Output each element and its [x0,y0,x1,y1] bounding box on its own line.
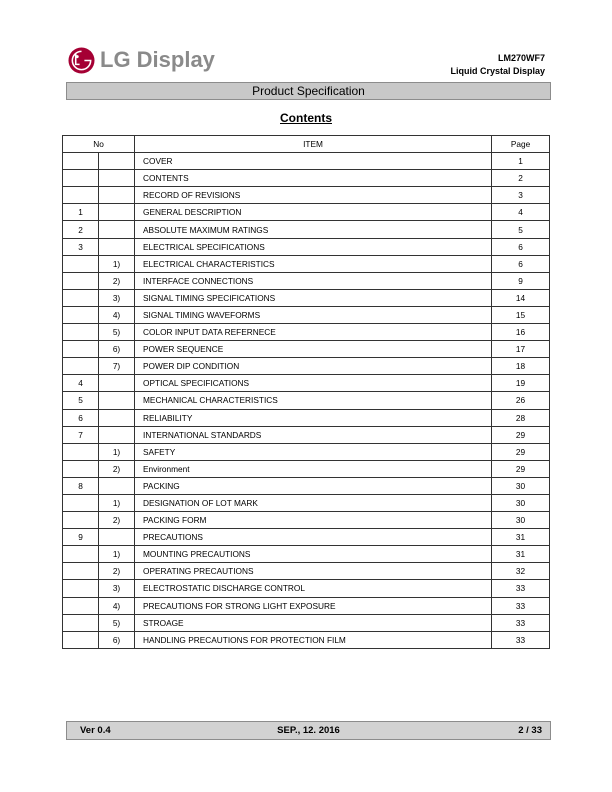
row-number [63,289,99,306]
table-row [63,580,550,597]
row-item-label: RECORD OF REVISIONS [135,187,492,204]
row-item-label: PACKING FORM [135,512,492,529]
table-row [63,597,550,614]
row-item-label: POWER SEQUENCE [135,341,492,358]
table-row [63,324,550,341]
row-item-label: SAFETY [135,443,492,460]
row-number [63,460,99,477]
row-number [63,563,99,580]
row-page-number: 31 [492,529,550,546]
table-body [63,153,550,649]
row-subnumber: 2) [99,272,135,289]
row-subnumber: 2) [99,512,135,529]
spec-title-bar: Product Specification [66,82,551,100]
row-subnumber: 2) [99,563,135,580]
table-row [63,529,550,546]
row-item-label: PRECAUTIONS [135,529,492,546]
table-row [63,631,550,648]
row-page-number: 31 [492,546,550,563]
row-item-label: COVER [135,153,492,170]
row-subnumber [99,409,135,426]
row-subnumber: 3) [99,289,135,306]
row-subnumber: 2) [99,460,135,477]
row-subnumber: 1) [99,255,135,272]
row-subnumber [99,375,135,392]
row-number: 9 [63,529,99,546]
row-page-number: 3 [492,187,550,204]
table-row [63,443,550,460]
table-row [63,272,550,289]
row-number [63,358,99,375]
row-page-number: 16 [492,324,550,341]
row-item-label: RELIABILITY [135,409,492,426]
row-page-number: 6 [492,255,550,272]
row-item-label: Environment [135,460,492,477]
row-item-label: MOUNTING PRECAUTIONS [135,546,492,563]
contents-table [62,135,550,649]
row-subnumber [99,187,135,204]
row-number: 5 [63,392,99,409]
model-number: LM270WF7 [497,53,545,63]
table-row [63,221,550,238]
row-page-number: 18 [492,358,550,375]
row-subnumber [99,477,135,494]
row-subnumber: 7) [99,358,135,375]
model-block [450,52,545,78]
row-item-label: PACKING [135,477,492,494]
table-row [63,289,550,306]
table-row [63,512,550,529]
page-title: Contents [280,111,332,125]
date-label: SEP., 12. 2016 [277,725,340,736]
table-row [63,358,550,375]
row-subnumber [99,392,135,409]
row-subnumber [99,529,135,546]
row-page-number: 33 [492,597,550,614]
lg-logo-icon [68,47,95,74]
row-number [63,153,99,170]
row-item-label: POWER DIP CONDITION [135,358,492,375]
row-page-number: 4 [492,204,550,221]
row-item-label: GENERAL DESCRIPTION [135,204,492,221]
row-page-number: 32 [492,563,550,580]
row-number [63,187,99,204]
row-item-label: PRECAUTIONS FOR STRONG LIGHT EXPOSURE [135,597,492,614]
row-item-label: SIGNAL TIMING WAVEFORMS [135,306,492,323]
row-subnumber: 5) [99,324,135,341]
row-number: 3 [63,238,99,255]
row-page-number: 14 [492,289,550,306]
table-row [63,375,550,392]
table-row [63,170,550,187]
table-row [63,614,550,631]
row-page-number: 6 [492,238,550,255]
row-subnumber: 1) [99,494,135,511]
row-number [63,580,99,597]
row-item-label: ABSOLUTE MAXIMUM RATINGS [135,221,492,238]
row-number [63,170,99,187]
row-page-number: 30 [492,494,550,511]
row-page-number: 29 [492,426,550,443]
product-type: Liquid Crystal Display [450,66,545,76]
row-page-number: 33 [492,580,550,597]
row-subnumber: 4) [99,597,135,614]
table-row [63,187,550,204]
row-item-label: ELECTRICAL CHARACTERISTICS [135,255,492,272]
row-subnumber [99,153,135,170]
lg-display-logo [68,45,215,75]
footer-bar [66,721,551,740]
row-page-number: 30 [492,512,550,529]
row-page-number: 5 [492,221,550,238]
row-subnumber: 3) [99,580,135,597]
row-item-label: OPTICAL SPECIFICATIONS [135,375,492,392]
table-row [63,306,550,323]
row-number: 8 [63,477,99,494]
table-row [63,426,550,443]
row-subnumber [99,426,135,443]
row-page-number: 28 [492,409,550,426]
table-row [63,238,550,255]
row-number [63,631,99,648]
table-row [63,563,550,580]
table-row [63,409,550,426]
table-row [63,546,550,563]
row-number [63,306,99,323]
column-header-no: No [63,136,135,153]
row-number [63,546,99,563]
row-number [63,494,99,511]
row-subnumber [99,204,135,221]
row-number [63,324,99,341]
row-page-number: 30 [492,477,550,494]
table-header-row [63,136,550,153]
row-subnumber: 6) [99,341,135,358]
row-number [63,443,99,460]
row-number: 1 [63,204,99,221]
row-item-label: ELECTROSTATIC DISCHARGE CONTROL [135,580,492,597]
row-number [63,614,99,631]
row-number [63,512,99,529]
table-row [63,204,550,221]
table-row [63,341,550,358]
row-number [63,597,99,614]
row-number: 2 [63,221,99,238]
brand-name: LG Display [100,47,215,72]
row-page-number: 29 [492,443,550,460]
row-number: 7 [63,426,99,443]
row-subnumber: 6) [99,631,135,648]
row-subnumber [99,238,135,255]
version-label: Ver 0.4 [80,725,111,736]
row-item-label: DESIGNATION OF LOT MARK [135,494,492,511]
column-header-item: ITEM [135,136,492,153]
row-item-label: INTERFACE CONNECTIONS [135,272,492,289]
row-item-label: INTERNATIONAL STANDARDS [135,426,492,443]
row-page-number: 33 [492,614,550,631]
row-page-number: 26 [492,392,550,409]
row-item-label: STROAGE [135,614,492,631]
row-subnumber: 1) [99,443,135,460]
row-item-label: OPERATING PRECAUTIONS [135,563,492,580]
row-number: 6 [63,409,99,426]
row-page-number: 33 [492,631,550,648]
row-subnumber [99,221,135,238]
table-row [63,392,550,409]
row-item-label: HANDLING PRECAUTIONS FOR PROTECTION FILM [135,631,492,648]
row-page-number: 2 [492,170,550,187]
table-row [63,153,550,170]
row-page-number: 19 [492,375,550,392]
table-row [63,477,550,494]
row-item-label: COLOR INPUT DATA REFERNECE [135,324,492,341]
row-number [63,255,99,272]
row-item-label: ELECTRICAL SPECIFICATIONS [135,238,492,255]
table-row [63,255,550,272]
row-number: 4 [63,375,99,392]
row-page-number: 1 [492,153,550,170]
row-subnumber: 5) [99,614,135,631]
column-header-page: Page [492,136,550,153]
row-number [63,341,99,358]
row-page-number: 9 [492,272,550,289]
row-number [63,272,99,289]
row-item-label: SIGNAL TIMING SPECIFICATIONS [135,289,492,306]
page-number: 2 / 33 [518,725,542,736]
table-row [63,460,550,477]
row-subnumber: 4) [99,306,135,323]
row-subnumber [99,170,135,187]
row-page-number: 29 [492,460,550,477]
row-item-label: CONTENTS [135,170,492,187]
row-subnumber: 1) [99,546,135,563]
table-row [63,494,550,511]
row-page-number: 17 [492,341,550,358]
row-item-label: MECHANICAL CHARACTERISTICS [135,392,492,409]
row-page-number: 15 [492,306,550,323]
